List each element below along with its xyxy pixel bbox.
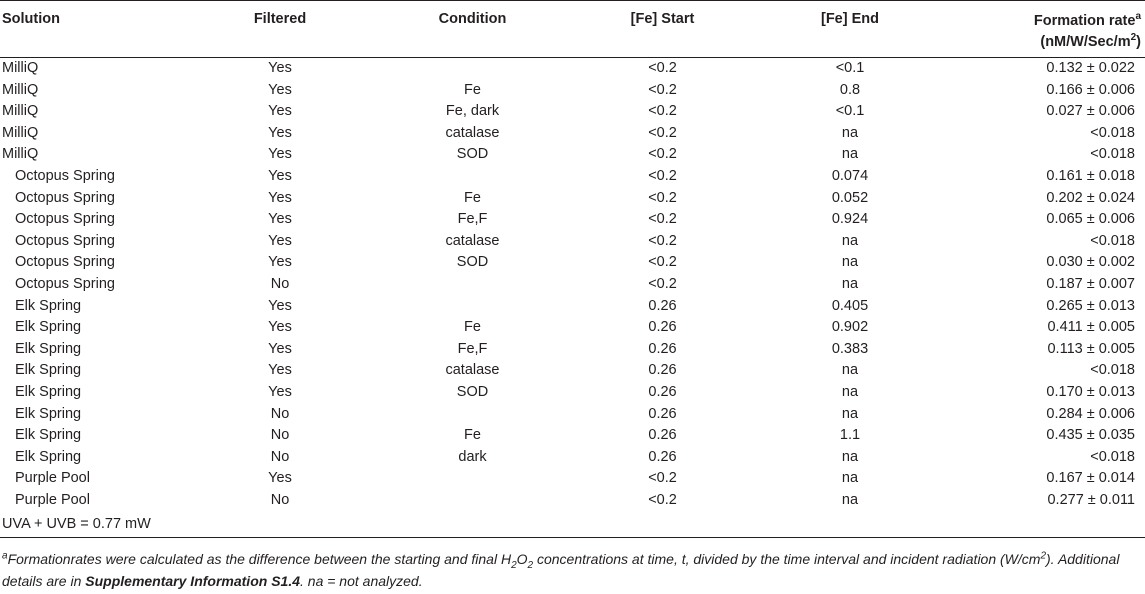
cell-filtered: Yes <box>268 189 292 206</box>
cell-fe-start: <0.2 <box>648 146 677 163</box>
table-row <box>0 80 1145 102</box>
cell-fe-end: 1.1 <box>839 427 861 444</box>
cell-solution: MilliQ <box>2 124 39 141</box>
cell-formation-rate: 0.030 ± 0.002 <box>1046 254 1135 271</box>
cell-filtered: No <box>270 491 290 508</box>
cell-solution: MilliQ <box>2 81 39 98</box>
cell-condition: Fe, dark <box>445 103 500 120</box>
footnote-supplementary-link: Supplementary Information S1.4 <box>85 573 300 589</box>
header-rate-footnote-marker: a <box>1135 11 1141 23</box>
cell-fe-end: 0.383 <box>831 340 869 357</box>
cell-condition <box>360 468 585 490</box>
cell-filtered: Yes <box>268 124 292 141</box>
table-note-row <box>0 511 1145 538</box>
cell-fe-end: na <box>841 470 859 487</box>
header-solution: Solution <box>0 1 200 58</box>
header-rate-unit-pre: (nM/W/Sec/m <box>1040 34 1131 50</box>
cell-fe-start: 0.26 <box>648 340 677 357</box>
cell-fe-end: 0.924 <box>831 211 869 228</box>
table-row <box>0 58 1145 80</box>
cell-fe-end: 0.8 <box>839 81 861 98</box>
header-row <box>0 1 1145 58</box>
table-row <box>0 188 1145 210</box>
cell-formation-rate: 0.435 ± 0.035 <box>1046 427 1135 444</box>
table-row <box>0 274 1145 296</box>
table-row <box>0 231 1145 253</box>
cell-solution: Purple Pool <box>15 491 90 508</box>
cell-fe-start: <0.2 <box>648 232 677 249</box>
cell-formation-rate: 0.202 ± 0.024 <box>1046 189 1135 206</box>
cell-filtered: Yes <box>268 362 292 379</box>
table-row <box>0 360 1145 382</box>
header-filtered: Filtered <box>200 1 360 58</box>
cell-fe-start: <0.2 <box>648 103 677 120</box>
cell-condition <box>360 490 585 512</box>
cell-formation-rate: 0.132 ± 0.022 <box>1046 60 1135 76</box>
table-row <box>0 101 1145 123</box>
cell-fe-end: na <box>841 362 859 379</box>
cell-solution: Octopus Spring <box>15 254 115 271</box>
table-row <box>0 382 1145 404</box>
cell-fe-end: 0.052 <box>831 189 869 206</box>
table-row <box>0 447 1145 469</box>
cell-solution: Octopus Spring <box>15 232 115 249</box>
table-note: UVA + UVB = 0.77 mW <box>0 511 1145 538</box>
cell-fe-end: na <box>841 448 859 465</box>
cell-solution: Elk Spring <box>15 383 82 400</box>
cell-solution: Octopus Spring <box>15 275 115 292</box>
cell-fe-start: <0.2 <box>648 60 677 76</box>
table-row <box>0 468 1145 490</box>
header-rate-line1: Formation rate <box>1033 13 1136 29</box>
cell-condition: catalase <box>445 124 500 141</box>
cell-condition <box>360 296 585 318</box>
cell-formation-rate: <0.018 <box>1090 124 1135 141</box>
cell-formation-rate: 0.170 ± 0.013 <box>1046 383 1135 400</box>
footnote-text-4: ). Additional details are in <box>2 551 1120 589</box>
cell-formation-rate: <0.018 <box>1090 448 1135 465</box>
cell-filtered: Yes <box>268 81 292 98</box>
cell-fe-start: <0.2 <box>648 275 677 292</box>
cell-filtered: Yes <box>268 232 292 249</box>
header-formation-rate <box>960 1 1145 58</box>
cell-formation-rate: <0.018 <box>1090 362 1135 379</box>
cell-condition: Fe <box>464 189 481 206</box>
cell-fe-end: <0.1 <box>835 60 865 76</box>
table-footnote <box>2 548 1142 592</box>
header-condition: Condition <box>360 1 585 58</box>
cell-formation-rate: 0.411 ± 0.005 <box>1047 319 1135 336</box>
footnote-text-3: concentrations at time, t, divided by the time interval and incident radiation (W/cm <box>533 551 1041 567</box>
cell-solution: MilliQ <box>2 103 39 120</box>
cell-condition: Fe <box>464 319 481 336</box>
header-fe-start: [Fe] Start <box>585 1 740 58</box>
cell-filtered: Yes <box>268 211 292 228</box>
cell-fe-end: na <box>841 491 859 508</box>
cell-solution: Elk Spring <box>15 340 82 357</box>
cell-formation-rate: <0.018 <box>1090 232 1135 249</box>
cell-fe-start: <0.2 <box>648 124 677 141</box>
header-fe-end: [Fe] End <box>740 1 960 58</box>
cell-solution: Elk Spring <box>15 297 82 314</box>
table-row <box>0 166 1145 188</box>
cell-solution: Elk Spring <box>15 405 82 422</box>
cell-solution: Elk Spring <box>15 448 82 465</box>
footnote-sub-2: 2 <box>527 559 534 571</box>
cell-condition: Fe,F <box>457 340 488 357</box>
table-row <box>0 296 1145 318</box>
cell-fe-start: 0.26 <box>648 362 677 379</box>
cell-solution: MilliQ <box>2 146 39 163</box>
cell-formation-rate: 0.113 ± 0.005 <box>1047 340 1135 357</box>
cell-filtered: Yes <box>268 167 292 184</box>
cell-fe-end: na <box>841 124 859 141</box>
cell-condition: Fe <box>464 427 481 444</box>
cell-condition: catalase <box>445 232 500 249</box>
header-rate-unit-sup: 2 <box>1130 32 1137 44</box>
cell-solution: Elk Spring <box>15 362 82 379</box>
cell-fe-start: 0.26 <box>648 448 677 465</box>
cell-fe-start: <0.2 <box>648 167 677 184</box>
cell-fe-start: <0.2 <box>648 211 677 228</box>
table-body <box>0 58 1145 538</box>
cell-filtered: Yes <box>268 297 292 314</box>
cell-formation-rate: 0.161 ± 0.018 <box>1046 167 1135 184</box>
cell-filtered: Yes <box>268 254 292 271</box>
cell-solution: MilliQ <box>2 60 39 76</box>
cell-fe-start: 0.26 <box>648 427 677 444</box>
cell-filtered: Yes <box>268 146 292 163</box>
cell-fe-start: <0.2 <box>648 470 677 487</box>
cell-fe-end: na <box>841 383 859 400</box>
cell-fe-start: <0.2 <box>648 254 677 271</box>
cell-condition: Fe,F <box>457 211 488 228</box>
header-rate-unit-post: ) <box>1136 34 1141 50</box>
cell-fe-start: 0.26 <box>648 297 677 314</box>
cell-fe-start: 0.26 <box>648 319 677 336</box>
footnote-sup-1: 2 <box>1040 550 1047 562</box>
cell-condition: SOD <box>456 254 489 271</box>
cell-formation-rate: 0.065 ± 0.006 <box>1046 211 1135 228</box>
cell-fe-end: 0.902 <box>831 319 869 336</box>
table-row <box>0 123 1145 145</box>
table-row <box>0 252 1145 274</box>
cell-condition: Fe <box>464 81 481 98</box>
footnote-marker: a <box>2 550 8 562</box>
cell-condition: dark <box>458 448 487 465</box>
table-row <box>0 339 1145 361</box>
cell-solution: Elk Spring <box>15 319 82 336</box>
cell-condition <box>360 404 585 426</box>
cell-condition <box>360 274 585 296</box>
cell-fe-start: <0.2 <box>648 81 677 98</box>
cell-fe-end: 0.074 <box>831 167 869 184</box>
cell-formation-rate: 0.167 ± 0.014 <box>1046 470 1135 487</box>
cell-formation-rate: 0.166 ± 0.006 <box>1046 81 1135 98</box>
cell-filtered: Yes <box>268 60 292 76</box>
cell-solution: Purple Pool <box>15 470 90 487</box>
cell-fe-start: 0.26 <box>648 405 677 422</box>
table-row <box>0 425 1145 447</box>
cell-filtered: Yes <box>268 319 292 336</box>
cell-fe-start: <0.2 <box>648 189 677 206</box>
cell-formation-rate: 0.284 ± 0.006 <box>1046 405 1135 422</box>
cell-fe-end: na <box>841 232 859 249</box>
cell-fe-end: 0.405 <box>831 297 869 314</box>
cell-fe-end: <0.1 <box>835 103 865 120</box>
cell-filtered: Yes <box>268 340 292 357</box>
footnote-text-2: O <box>516 551 528 567</box>
cell-condition: SOD <box>456 146 489 163</box>
cell-formation-rate: 0.027 ± 0.006 <box>1046 103 1135 120</box>
cell-fe-end: na <box>841 254 859 271</box>
cell-filtered: No <box>270 275 290 292</box>
cell-solution: Octopus Spring <box>15 167 115 184</box>
cell-filtered: No <box>270 448 290 465</box>
table-row <box>0 317 1145 339</box>
cell-solution: Elk Spring <box>15 427 82 444</box>
cell-condition: SOD <box>456 383 489 400</box>
table-row <box>0 144 1145 166</box>
cell-condition: catalase <box>445 362 500 379</box>
cell-solution: Octopus Spring <box>15 189 115 206</box>
cell-fe-end: na <box>841 146 859 163</box>
cell-solution: Octopus Spring <box>15 211 115 228</box>
table-row <box>0 209 1145 231</box>
cell-filtered: Yes <box>268 383 292 400</box>
cell-formation-rate: 0.277 ± 0.011 <box>1047 491 1135 508</box>
cell-filtered: Yes <box>268 103 292 120</box>
footnote-sub-1: 2 <box>511 559 517 571</box>
footnote-text-1: Formationrates were calculated as the difference between the starting and final H <box>7 551 512 567</box>
cell-condition <box>360 166 585 188</box>
cell-fe-end: na <box>841 405 859 422</box>
cell-formation-rate: 0.187 ± 0.007 <box>1046 275 1135 292</box>
table-row <box>0 404 1145 426</box>
cell-filtered: No <box>270 427 290 444</box>
table-row <box>0 490 1145 512</box>
cell-condition <box>360 58 585 80</box>
cell-fe-start: <0.2 <box>648 491 677 508</box>
cell-formation-rate: 0.265 ± 0.013 <box>1046 297 1135 314</box>
cell-fe-start: 0.26 <box>648 383 677 400</box>
cell-filtered: No <box>270 405 290 422</box>
footnote-text-5: . na = not analyzed. <box>300 573 423 589</box>
cell-filtered: Yes <box>268 470 292 487</box>
cell-fe-end: na <box>841 275 859 292</box>
cell-formation-rate: <0.018 <box>1090 146 1135 163</box>
